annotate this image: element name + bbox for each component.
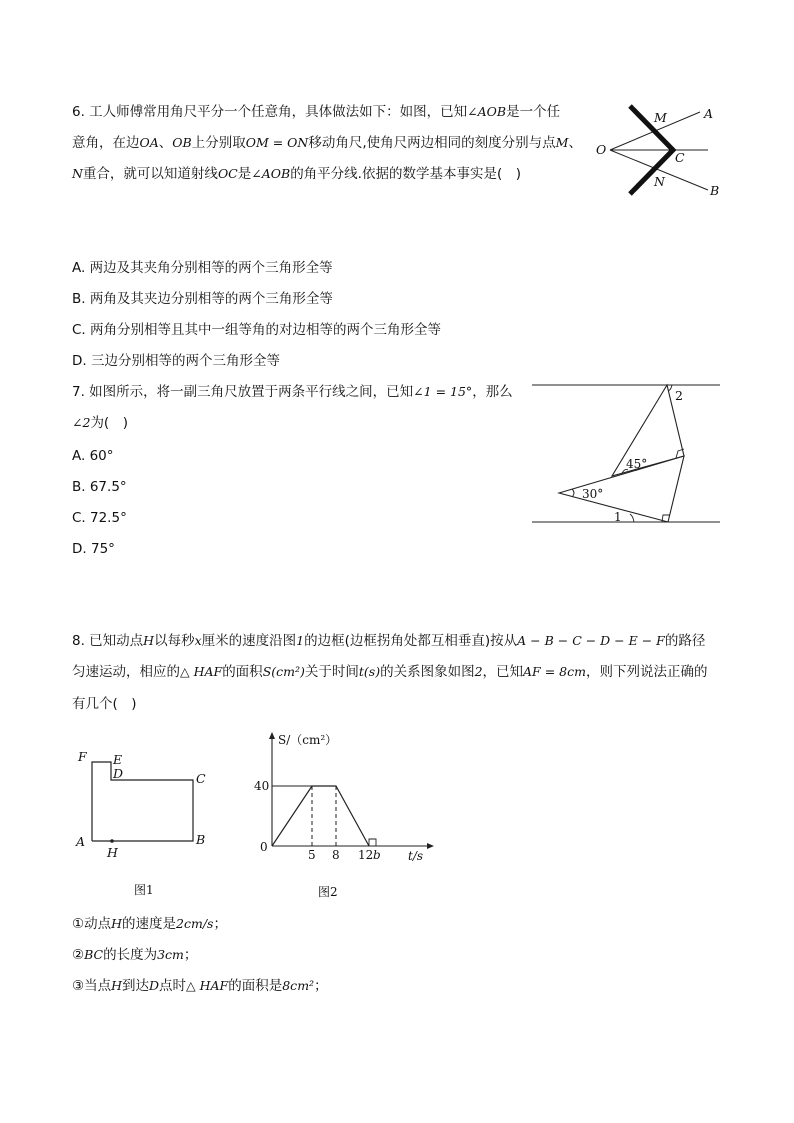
q6-option-b[interactable]: B. 两角及其夹边分别相等的两个三角形全等: [72, 291, 333, 307]
label-a: A: [76, 834, 86, 849]
y-axis-arrow: [269, 732, 275, 739]
label-angle-30: 30°: [582, 487, 604, 501]
label-angle-45: 45°: [626, 457, 648, 471]
figure-1-caption: 图1: [134, 883, 154, 897]
q7-option-b[interactable]: B. 67.5°: [72, 479, 127, 495]
area-curve: [272, 786, 369, 846]
label-c: C: [196, 771, 206, 786]
q8-statement-1: ①动点H的速度是2cm/s；: [72, 916, 227, 932]
q8-line-1: 8. 已知动点H以每秒x厘米的速度沿图1的边框(边框拐角处都互相垂直)按从A − B − C − D − E − F的路径: [72, 633, 706, 649]
label-b: B: [196, 832, 206, 847]
point-h: [110, 839, 114, 843]
tick-40: 40: [254, 779, 270, 793]
label-f: F: [78, 749, 87, 764]
q6-line-3: N重合，就可以知道射线OC是∠AOB的角平分线.依据的数学基本事实是( ): [72, 166, 522, 182]
q8-figure-2: [250, 730, 440, 899]
tick-5: 5: [308, 848, 316, 862]
label-d: D: [113, 766, 124, 781]
figure-2-caption: 图2: [318, 885, 338, 899]
tick-origin: 0: [260, 840, 268, 854]
set-square-45: [612, 385, 684, 476]
label-e: E: [113, 752, 123, 767]
q6-option-d[interactable]: D. 三边分别相等的两个三角形全等: [72, 353, 280, 369]
angle-arc-30: [572, 489, 574, 497]
label-a: A: [704, 106, 714, 121]
q8-statement-3: ③当点H到达D点时△ HAF的面积是8cm²；: [72, 978, 328, 994]
q7-line-1: 7. 如图所示，将一副三角尺放置于两条平行线之间，已知∠1 = 15°，那么: [72, 384, 513, 400]
label-angle-2: 2: [675, 388, 683, 403]
q8-line-2: 匀速运动，相应的△ HAF的面积S(cm²)关于时间t(s)的关系图象如图2，已知AF = 8cm，则下列说法正确的: [72, 664, 708, 680]
q8-line-3: 有几个( ): [72, 696, 137, 712]
q6-option-c[interactable]: C. 两角分别相等且其中一组等角的对边相等的两个三角形全等: [72, 322, 442, 338]
q7-figure: [532, 380, 722, 525]
tick-12: 12: [358, 848, 374, 862]
label-o: O: [596, 142, 607, 157]
q6-line-2: 意角，在边OA、OB上分别取OM = ON移动角尺,使角尺两边相同的刻度分别与点M、: [72, 135, 582, 151]
x-axis-label: t/s: [408, 849, 424, 863]
tick-b: b: [373, 848, 381, 862]
label-h: H: [107, 845, 118, 860]
q6-figure: [590, 98, 730, 208]
y-axis-label: S/（cm²）: [278, 733, 338, 747]
label-angle-1: 1: [614, 510, 622, 524]
q8-figure-1: [72, 742, 212, 902]
right-angle-mark: [369, 839, 376, 846]
q8-statement-2: ②BC的长度为3cm；: [72, 947, 198, 963]
q7-line-2: ∠2为( ): [72, 415, 128, 431]
label-c: C: [675, 150, 685, 165]
q7-option-d[interactable]: D. 75°: [72, 541, 115, 557]
q6-line-1: 6. 工人师傅常用角尺平分一个任意角，具体做法如下：如图，已知∠AOB是一个任: [72, 104, 561, 120]
x-axis-arrow: [427, 843, 434, 849]
angle-arc-1: [630, 514, 634, 522]
tick-8: 8: [332, 848, 340, 862]
q6-option-a[interactable]: A. 两边及其夹角分别相等的两个三角形全等: [72, 260, 333, 276]
frame-path: [92, 762, 193, 841]
label-m: M: [654, 110, 667, 125]
label-n: N: [654, 174, 665, 189]
q7-option-a[interactable]: A. 60°: [72, 448, 114, 464]
label-b: B: [710, 183, 720, 198]
q7-option-c[interactable]: C. 72.5°: [72, 510, 127, 526]
